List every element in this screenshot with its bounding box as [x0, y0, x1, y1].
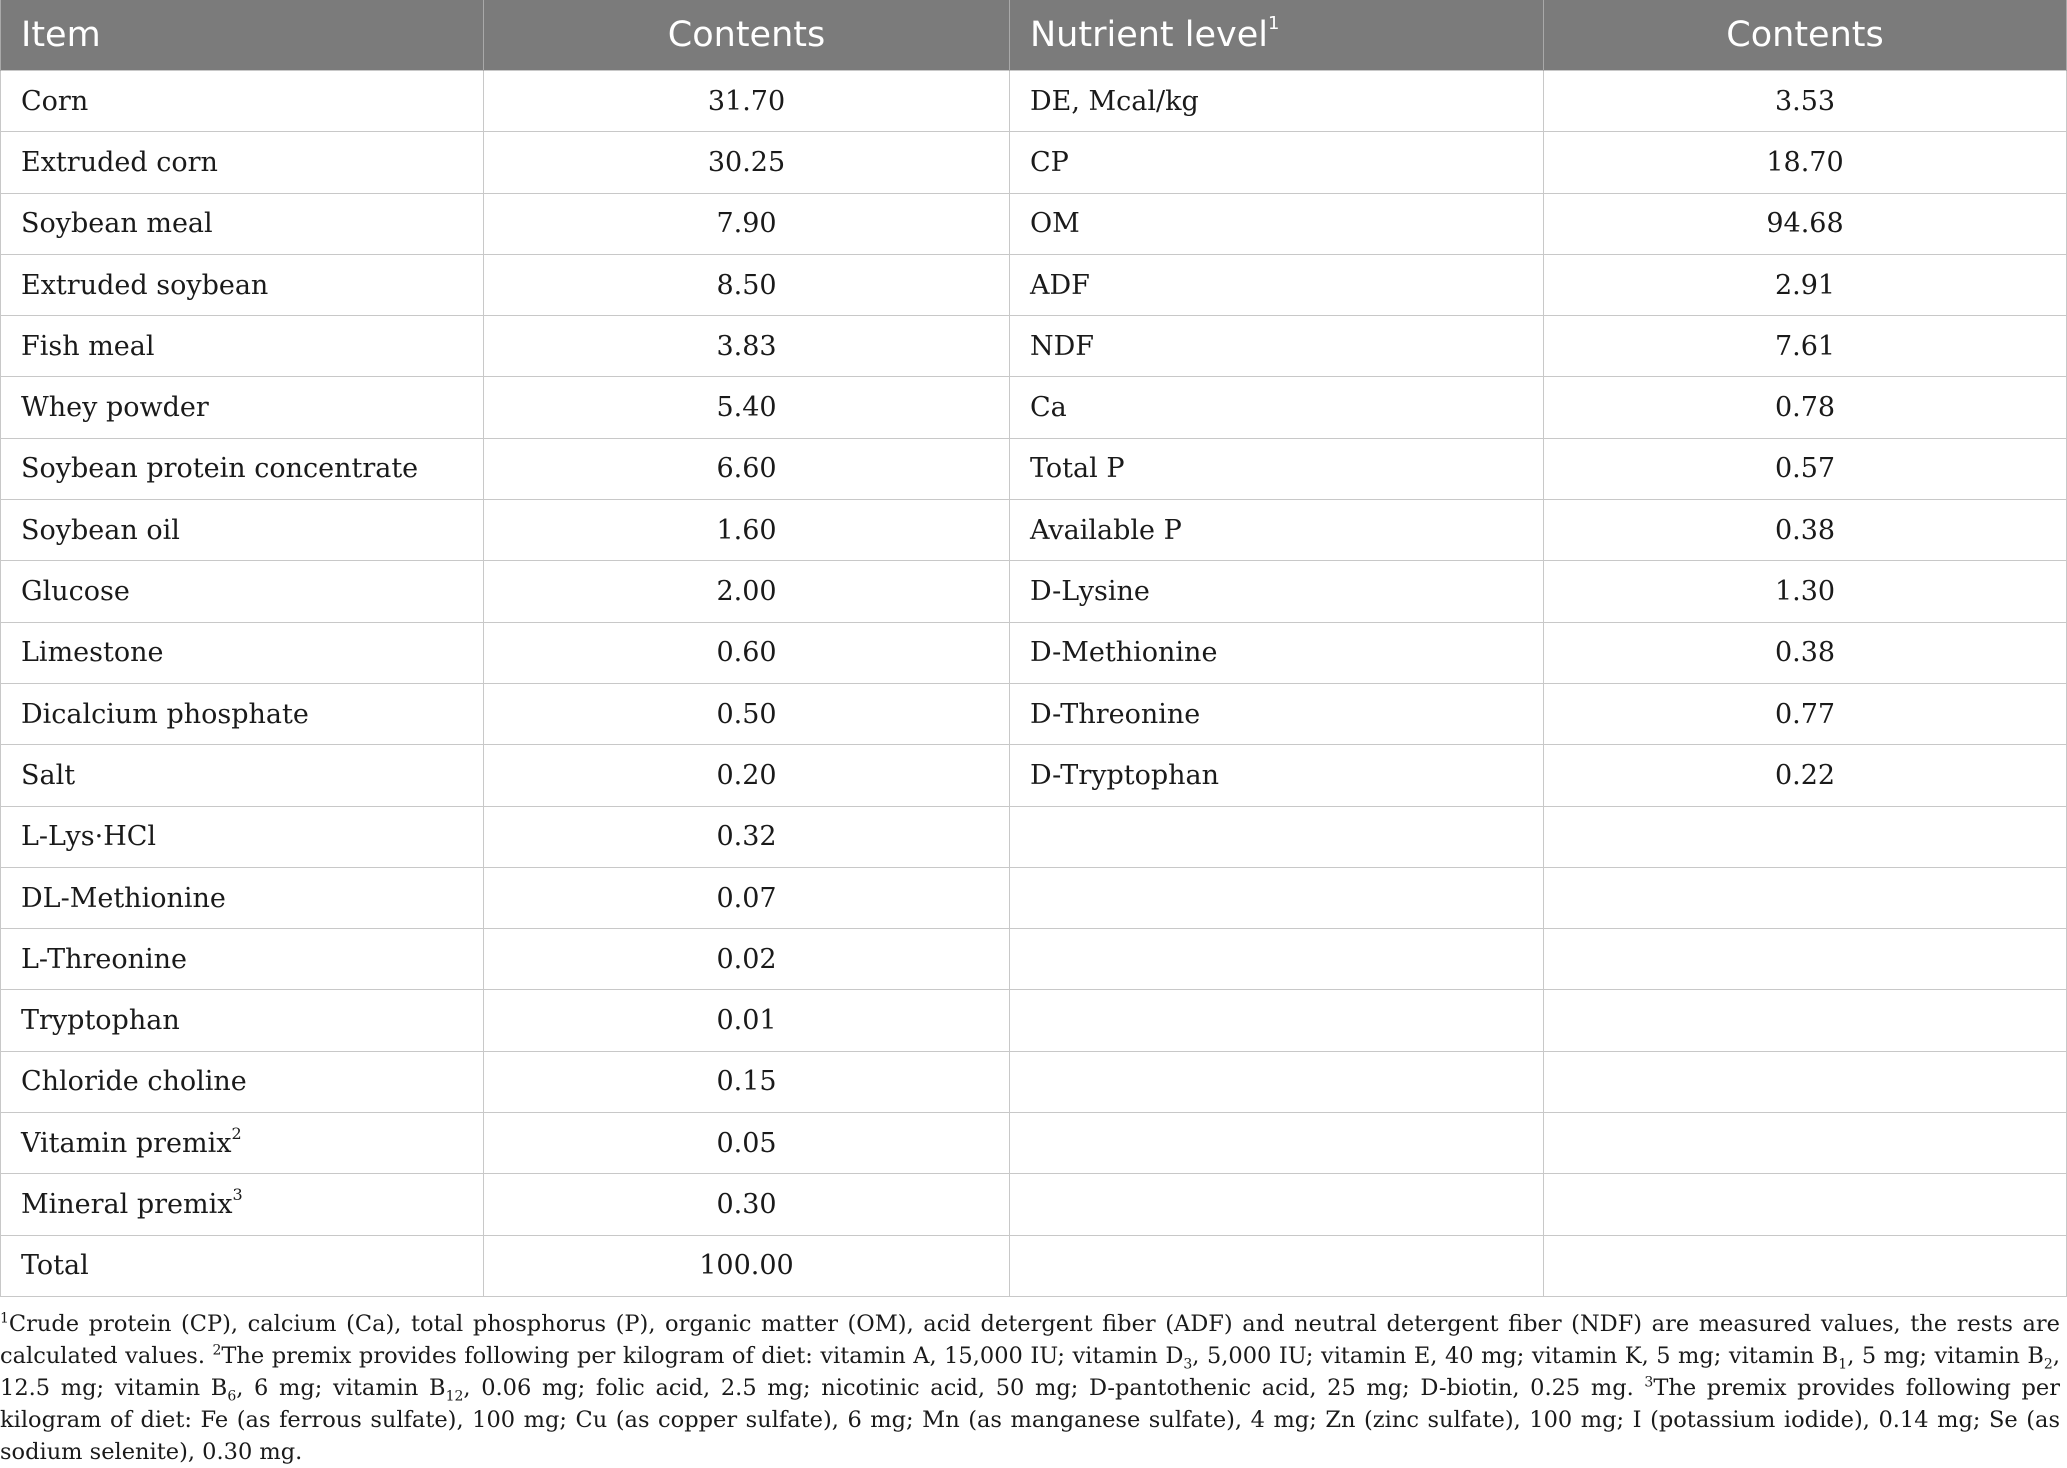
cell-item — [1, 1113, 484, 1174]
cell-nutrient-text: Total P — [1030, 453, 1125, 485]
cell-item-text: Soybean oil — [21, 514, 180, 546]
cell-nutrient — [1010, 867, 1544, 928]
cell-item-text: Salt — [21, 759, 76, 791]
table-row — [1, 683, 2067, 744]
cell-nutrient — [1010, 929, 1544, 990]
cell-item — [1, 929, 484, 990]
cell-item-contents-text: 2.00 — [716, 576, 777, 608]
cell-nutrient — [1010, 990, 1544, 1051]
table-body — [1, 71, 2067, 1297]
cell-item-text: Vitamin premix — [21, 1128, 232, 1160]
cell-item-contents — [484, 867, 1010, 928]
cell-nutrient-contents — [1544, 1051, 2067, 1112]
cell-item-contents-text: 7.90 — [716, 208, 777, 240]
table-row — [1, 622, 2067, 683]
header-nutrient-level: Nutrient level$^1$ — [1010, 0, 1544, 71]
cell-nutrient-contents — [1544, 71, 2067, 132]
cell-nutrient-text: D-Lysine — [1030, 576, 1150, 608]
cell-item-contents — [484, 193, 1010, 254]
cell-nutrient-contents — [1544, 438, 2067, 499]
cell-item-contents — [484, 990, 1010, 1051]
cell-nutrient-contents-text: 0.78 — [1774, 392, 1836, 424]
table-row — [1, 377, 2067, 438]
cell-item-contents-text: 0.20 — [716, 759, 777, 791]
cell-nutrient-text: DE, Mcal/kg — [1030, 85, 1199, 117]
cell-nutrient-contents — [1544, 806, 2067, 867]
cell-nutrient-contents — [1544, 1235, 2067, 1296]
cell-item-contents — [484, 1174, 1010, 1235]
cell-item-text: L-Threonine — [21, 943, 188, 975]
footnote-mark-2: 2 — [212, 1342, 222, 1359]
cell-item-contents — [484, 1051, 1010, 1112]
cell-nutrient-contents — [1544, 1113, 2067, 1174]
cell-nutrient-contents — [1544, 683, 2067, 744]
cell-nutrient-text: CP — [1030, 146, 1069, 178]
cell-item — [1, 500, 484, 561]
table-header — [1, 0, 2067, 71]
cell-item-text: Fish meal — [21, 330, 155, 362]
subscript: 2 — [2043, 1356, 2053, 1373]
table-row — [1, 500, 2067, 561]
table-row — [1, 438, 2067, 499]
cell-item-contents — [484, 438, 1010, 499]
cell-item-contents — [484, 683, 1010, 744]
footnote-2-text: , 5,000 IU; vitamin E, 40 mg; vitamin K, 5 mg; vitamin B — [1192, 1343, 1839, 1369]
table-row — [1, 806, 2067, 867]
cell-nutrient — [1010, 1113, 1544, 1174]
header-contents-nutrients: Contents — [1544, 0, 2067, 71]
cell-nutrient — [1010, 1174, 1544, 1235]
footnote-2-text: The premix provides following per kilogram of diet: vitamin A, 15,000 IU; vitamin D — [221, 1343, 1184, 1369]
footnote-2-text: , 6 mg; vitamin B — [236, 1375, 446, 1401]
cell-item-text: Limestone — [21, 637, 164, 669]
cell-nutrient-text: OM — [1030, 208, 1080, 240]
cell-nutrient — [1010, 71, 1544, 132]
cell-item-text: Mineral premix — [21, 1189, 233, 1221]
cell-item-contents-text: 30.25 — [707, 146, 786, 178]
cell-item-contents — [484, 254, 1010, 315]
cell-item-contents — [484, 316, 1010, 377]
cell-nutrient-contents — [1544, 500, 2067, 561]
cell-nutrient-contents-text: 18.70 — [1766, 146, 1844, 178]
table-row — [1, 1235, 2067, 1296]
cell-nutrient-contents-text: 0.22 — [1774, 759, 1836, 791]
cell-item-contents-text: 0.05 — [716, 1127, 777, 1159]
table-row — [1, 193, 2067, 254]
cell-nutrient — [1010, 316, 1544, 377]
cell-nutrient-contents — [1544, 622, 2067, 683]
table-row — [1, 1113, 2067, 1174]
cell-item-text: Soybean protein concentrate — [21, 453, 419, 485]
cell-nutrient-contents-text: 0.57 — [1774, 453, 1836, 485]
cell-nutrient-contents-text: 7.61 — [1774, 330, 1836, 362]
cell-nutrient-contents-text: 94.68 — [1766, 208, 1844, 240]
cell-nutrient — [1010, 745, 1544, 806]
cell-nutrient-contents-text: 3.53 — [1774, 85, 1836, 117]
cell-item — [1, 316, 484, 377]
header-contents-ingredients: Contents — [484, 0, 1010, 71]
footnote-2-text: , 0.06 mg; folic acid, 2.5 mg; nicotinic acid, 50 mg; D-pantothenic acid, 25 mg; D-biotin, 0.25 mg. — [463, 1375, 1645, 1401]
cell-nutrient-contents — [1544, 990, 2067, 1051]
table-row — [1, 929, 2067, 990]
cell-item-contents-text: 0.07 — [716, 882, 777, 914]
cell-item — [1, 438, 484, 499]
table-row — [1, 867, 2067, 928]
cell-item-contents-text: 6.60 — [716, 453, 777, 485]
table-row — [1, 561, 2067, 622]
header-item: Item — [1, 0, 484, 71]
cell-nutrient-contents-text: 0.77 — [1774, 698, 1836, 730]
cell-nutrient — [1010, 438, 1544, 499]
cell-item-contents — [484, 1113, 1010, 1174]
cell-nutrient-text: D-Methionine — [1030, 637, 1218, 669]
cell-item-contents-text: 0.60 — [716, 637, 777, 669]
cell-item-contents — [484, 500, 1010, 561]
cell-nutrient — [1010, 683, 1544, 744]
cell-nutrient-contents — [1544, 132, 2067, 193]
cell-item-text: L-Lys·HCl — [21, 821, 157, 853]
cell-nutrient-text: Ca — [1030, 392, 1067, 424]
cell-nutrient-contents — [1544, 929, 2067, 990]
cell-nutrient-text: Available P — [1030, 514, 1182, 546]
cell-nutrient — [1010, 132, 1544, 193]
cell-item-contents-text: 0.50 — [716, 698, 777, 730]
cell-item — [1, 254, 484, 315]
table-row — [1, 990, 2067, 1051]
cell-item-text: Extruded soybean — [21, 269, 269, 301]
table-row — [1, 316, 2067, 377]
subscript: 6 — [227, 1388, 237, 1405]
subscript: 12 — [445, 1388, 464, 1405]
cell-item — [1, 683, 484, 744]
cell-item-contents-text: 8.50 — [716, 269, 777, 301]
cell-item — [1, 990, 484, 1051]
cell-item-contents-text: 0.32 — [716, 821, 777, 853]
cell-nutrient-contents — [1544, 745, 2067, 806]
cell-item-contents — [484, 132, 1010, 193]
header-row — [1, 0, 2067, 71]
cell-item — [1, 867, 484, 928]
cell-nutrient-text: D-Threonine — [1030, 698, 1201, 730]
cell-nutrient — [1010, 254, 1544, 315]
cell-item — [1, 745, 484, 806]
cell-item — [1, 561, 484, 622]
table-row — [1, 745, 2067, 806]
footnote-3-text: The premix provides following per kilogram of diet: Fe (as ferrous sulfate), 100 mg; Cu (as copper sulfate), 6 mg; Mn (as manganese sulfate), 4 mg; Zn (zinc sulfate), 100 mg; I (potassium iodide), 0.14 mg; Se (as sodium selenite), 0.30 mg. — [0, 1375, 2060, 1465]
cell-item-text: Chloride choline — [21, 1066, 247, 1098]
cell-item — [1, 806, 484, 867]
cell-nutrient — [1010, 561, 1544, 622]
cell-nutrient — [1010, 1235, 1544, 1296]
cell-item — [1, 71, 484, 132]
cell-item-text: DL-Methionine — [21, 882, 226, 914]
cell-nutrient-text: ADF — [1030, 269, 1090, 301]
footnote-ref: 3 — [232, 1185, 243, 1205]
cell-item — [1, 1051, 484, 1112]
table-row — [1, 254, 2067, 315]
cell-nutrient — [1010, 806, 1544, 867]
cell-item-contents-text: 0.15 — [716, 1066, 777, 1098]
cell-nutrient-text: NDF — [1030, 330, 1095, 362]
footnote-2-text: , 12.5 mg; vitamin B — [0, 1343, 2060, 1401]
cell-item-contents — [484, 1235, 1010, 1296]
cell-item-text: Total — [21, 1250, 89, 1282]
cell-item — [1, 377, 484, 438]
cell-item-text: Dicalcium phosphate — [21, 698, 309, 730]
cell-item — [1, 1235, 484, 1296]
table-footnotes — [0, 1308, 2060, 1468]
cell-item-text: Soybean meal — [21, 208, 213, 240]
cell-nutrient-contents — [1544, 377, 2067, 438]
cell-item-contents-text: 31.70 — [707, 85, 786, 117]
cell-nutrient — [1010, 622, 1544, 683]
cell-item-contents — [484, 561, 1010, 622]
cell-nutrient-contents — [1544, 867, 2067, 928]
cell-nutrient — [1010, 193, 1544, 254]
cell-item-contents-text: 5.40 — [716, 392, 777, 424]
cell-nutrient-text: D-Tryptophan — [1030, 759, 1220, 791]
cell-item-contents-text: 0.30 — [716, 1188, 777, 1220]
cell-item-contents-text: 100.00 — [699, 1250, 794, 1282]
footnote-2-text: , 5 mg; vitamin B — [1847, 1343, 2044, 1369]
table-row — [1, 71, 2067, 132]
cell-nutrient-contents — [1544, 561, 2067, 622]
cell-item-text: Glucose — [21, 576, 130, 608]
cell-item-contents-text: 0.01 — [716, 1005, 777, 1037]
cell-item-text: Corn — [21, 85, 89, 117]
cell-item — [1, 622, 484, 683]
cell-item — [1, 132, 484, 193]
cell-nutrient-contents — [1544, 254, 2067, 315]
cell-nutrient-contents-text: 0.38 — [1774, 514, 1836, 546]
cell-nutrient-contents — [1544, 193, 2067, 254]
cell-nutrient — [1010, 377, 1544, 438]
cell-item-contents — [484, 806, 1010, 867]
cell-item-contents-text: 1.60 — [716, 514, 777, 546]
cell-nutrient-contents — [1544, 316, 2067, 377]
subscript: 3 — [1183, 1356, 1193, 1373]
cell-item-contents — [484, 745, 1010, 806]
footnote-mark-3: 3 — [1644, 1374, 1654, 1391]
cell-nutrient-contents-text: 1.30 — [1774, 576, 1836, 608]
cell-item-contents — [484, 377, 1010, 438]
cell-item-contents-text: 3.83 — [716, 330, 777, 362]
cell-item-contents — [484, 929, 1010, 990]
subscript: 1 — [1838, 1356, 1848, 1373]
footnote-ref: 2 — [231, 1124, 242, 1144]
cell-nutrient-contents-text: 2.91 — [1774, 269, 1836, 301]
cell-nutrient — [1010, 500, 1544, 561]
table-row — [1, 1051, 2067, 1112]
cell-nutrient-contents-text: 0.38 — [1774, 637, 1836, 669]
cell-item-text: Tryptophan — [21, 1005, 180, 1037]
cell-item-contents — [484, 622, 1010, 683]
cell-item — [1, 1174, 484, 1235]
cell-item-text: Whey powder — [21, 392, 209, 424]
cell-item-text: Extruded corn — [21, 146, 218, 178]
table-row — [1, 1174, 2067, 1235]
cell-nutrient — [1010, 1051, 1544, 1112]
footnote-1-text: Crude protein (CP), calcium (Ca), total phosphorus (P), organic matter (OM), acid detergent fiber (ADF) and neutral detergent fiber (NDF) are measured values, the rests are calculated values. — [0, 1311, 2060, 1369]
cell-item-contents — [484, 71, 1010, 132]
cell-item-contents-text: 0.02 — [716, 943, 777, 975]
cell-nutrient-contents — [1544, 1174, 2067, 1235]
cell-item — [1, 193, 484, 254]
footnote-mark-1: 1 — [0, 1310, 9, 1327]
table-row — [1, 132, 2067, 193]
footnote-ref-1: 1 — [1268, 13, 1280, 35]
